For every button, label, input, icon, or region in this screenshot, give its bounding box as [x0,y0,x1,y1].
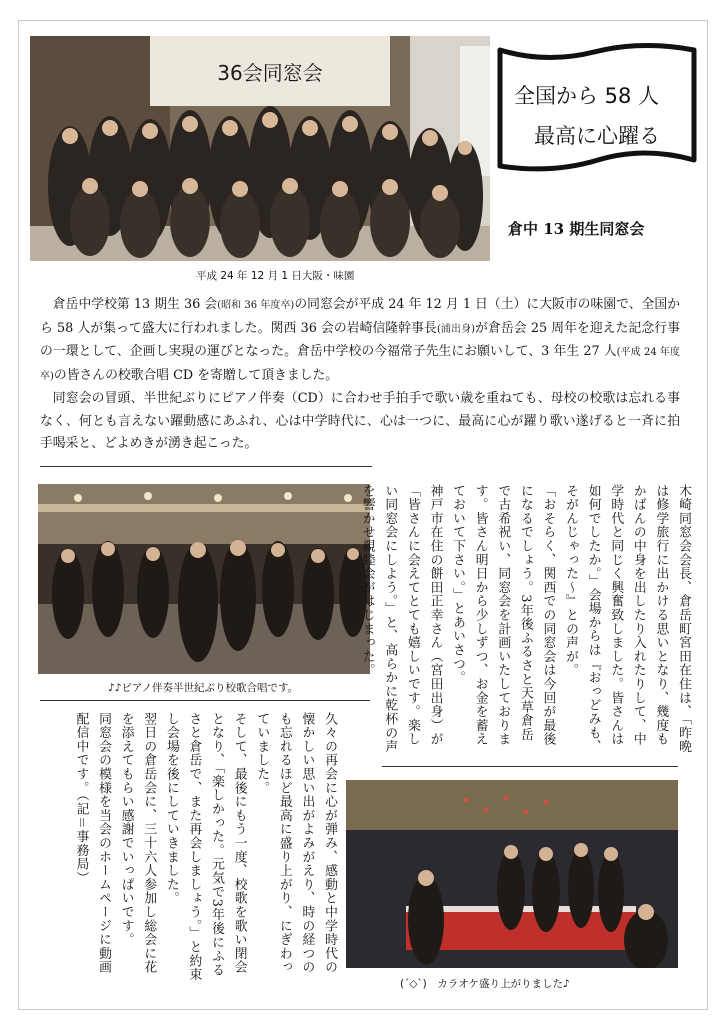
headline-line-1: 全国から 58 人 [514,84,660,108]
article-column-right [355,484,694,754]
headline-box [494,42,704,177]
intro-note: (浦出身) [436,323,476,335]
column-left-paragraph-4: 同窓会の模様を当会のホームページに動画配信中です。（記＝事務局） [73,712,112,975]
column-left-paragraph-1: 久々の再会に心が弾み、感動と中学時代の懐かしい思い出がよみがえり、時の経つのも忘れるほど最高に盛り上がり、にぎわっていました。 [254,712,337,975]
column-left-paragraph-2: そして、最後にもう一度、校歌を歌い閉会となり、「楽しかった。元気で3年後にふるさと倉岳で、また再会しましょう。」と約束し会場を後にしていきました。 [163,712,247,982]
headline-line-2: 最高に心躍る [534,124,660,148]
party-photo [38,484,370,674]
intro-paragraph-2: 同窓会の冒頭、半世紀ぶりにピアノ伴奏（CD）に合わせ手拍手で歌い歳を重ねても、母校の校歌は忘れる事なく、何とも言えない躍動感にあふれ、心は中学時代に、心は一つに、最高に心が躍り歌い遂げると一斉に拍手喝采と、どよめきが湧き起こった。 [40,391,680,451]
karaoke-photo [346,780,678,968]
party-photo-caption: ♪♪ピアノ伴奏半世紀ぶり校歌合唱です。 [108,682,299,694]
intro-note: (昭和 36 年度卒) [217,300,295,311]
article-column-left [40,712,340,982]
group-photo [30,36,490,261]
intro-text-segment: が倉岳会 25 周年を迎えた記念行事の一環として、企画し実現の運びとなった。倉岳中学校の今福常子先生にお願いして、3 年生 27 人 [40,320,680,359]
column-right-paragraph-1: 木崎同窓会会長、倉岳町宮田在住は、「昨晩は修学旅行に出かける思いとなり、幾度もかばんの中身を出したり入れたりして、中学時代と同じく興奮致しました。皆さんは如何でしたか。」会場からは『おっどみも、そがんじゃった～』との声が。 [563,484,691,754]
column-left-paragraph-3: 翌日の倉岳会に、三十六人参加し総会に花を添えてもらい感謝でいっぱいです。 [118,712,157,975]
intro-text-segment: の皆さんの校歌合唱 CD を寄贈して頂きました。 [53,367,339,383]
group-photo-caption: 平成 24 年 12 月 1 日大阪・味園 [196,270,355,282]
intro-text [40,294,680,456]
karaoke-photo-caption: (´◇`) カラオケ盛り上がりました♪ [400,978,570,990]
column-right-paragraph-2: 「おそらく、関西での同窓会は今回が最後になるでしょう。3年後ふるさと天草倉岳で古希祝い、同窓会を計画いたしております。皆さん明日から少しずつ、お金を蓄えておいて下さい。」とあいさつ。 [450,484,556,747]
divider [40,466,372,467]
intro-text-segment: 倉岳中学校第 13 期生 36 会 [52,297,218,312]
intro-note: (平成 24 年度卒) [40,347,680,382]
column-right-paragraph-3: 神戸市在住の餅田正幸さん（宮田出身）が「皆さんに会えてとても嬉しいです。楽しい同窓会にしよう。」と、高らかに乾杯の声を響かせ親睦会がはじまった。 [359,484,443,754]
intro-text-segment: の同窓会が平成 24 年 12 月 1 日（土）に大阪市の味園で、全国から 58 人が集って盛大に行われました。関西 36 会の岩崎信隆幹事長 [40,297,680,336]
divider [40,700,370,701]
banner-text: 36会同窓会 [217,61,323,85]
article-subtitle: 倉中 13 期生同窓会 [508,220,645,238]
divider [382,766,678,767]
intro-paragraph-1 [40,294,680,388]
